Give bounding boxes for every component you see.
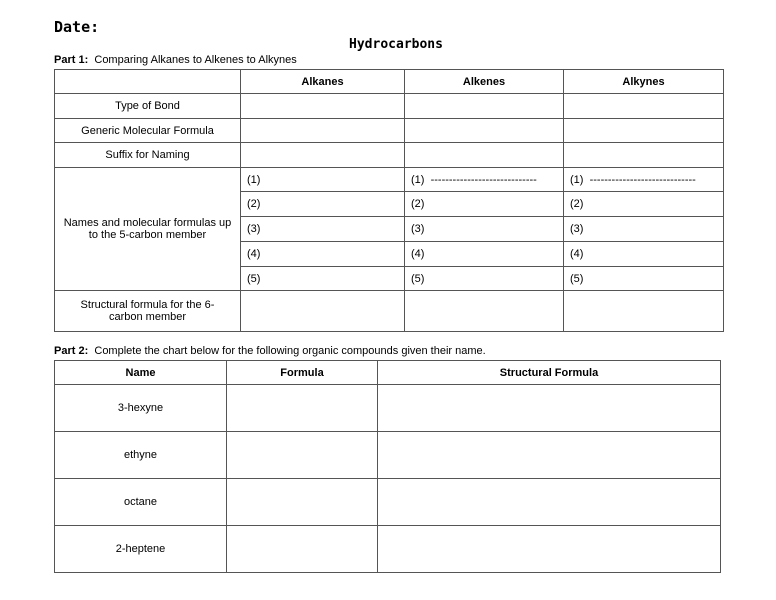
table-row	[55, 94, 724, 119]
structural-cell[interactable]	[378, 479, 721, 526]
row-label: Suffix for Naming	[55, 143, 241, 168]
answer-cell[interactable]: (3)	[564, 217, 724, 242]
header-structural-formula: Structural Formula	[378, 361, 721, 385]
row-label: Names and molecular formulas up to the 5-carbon member	[55, 168, 241, 291]
answer-cell[interactable]	[564, 291, 724, 332]
answer-cell[interactable]	[405, 291, 564, 332]
formula-cell[interactable]	[227, 432, 378, 479]
row-label: Structural formula for the 6-carbon member	[55, 291, 241, 332]
structural-cell[interactable]	[378, 526, 721, 573]
table-row	[55, 291, 724, 332]
answer-cell[interactable]	[564, 168, 724, 192]
answer-cell[interactable]: (2)	[241, 192, 405, 217]
answer-cell[interactable]: (2)	[405, 192, 564, 217]
table-row	[55, 119, 724, 143]
answer-cell[interactable]: (5)	[564, 267, 724, 291]
table-header-row	[55, 361, 721, 385]
answer-cell[interactable]	[241, 94, 405, 119]
part2-description: Complete the chart below for the following organic compounds given their name.	[94, 345, 486, 357]
formula-cell[interactable]	[227, 526, 378, 573]
answer-cell[interactable]	[564, 143, 724, 168]
answer-cell[interactable]	[405, 119, 564, 143]
part1-label: Part 1:	[54, 54, 89, 66]
answer-cell[interactable]: (3)	[241, 217, 405, 242]
structural-cell[interactable]	[378, 432, 721, 479]
item-number: (1)	[411, 173, 425, 186]
answer-cell[interactable]	[241, 143, 405, 168]
header-alkenes: Alkenes	[405, 70, 564, 94]
item-number: (1)	[570, 173, 584, 186]
part1-heading	[54, 54, 297, 66]
table-row	[55, 168, 724, 192]
header-formula: Formula	[227, 361, 378, 385]
structural-cell[interactable]	[378, 385, 721, 432]
answer-cell[interactable]: (5)	[405, 267, 564, 291]
row-label: Generic Molecular Formula	[55, 119, 241, 143]
compound-name: 2-heptene	[55, 526, 227, 573]
table-row	[55, 143, 724, 168]
answer-cell[interactable]	[564, 94, 724, 119]
formula-cell[interactable]	[227, 385, 378, 432]
answer-cell[interactable]	[405, 168, 564, 192]
item-number: (1)	[247, 173, 261, 186]
answer-cell[interactable]: (4)	[241, 242, 405, 267]
header-alkynes: Alkynes	[564, 70, 724, 94]
row-label: Type of Bond	[55, 94, 241, 119]
comparison-table	[54, 69, 724, 332]
compound-name: octane	[55, 479, 227, 526]
answer-cell[interactable]	[564, 119, 724, 143]
part2-label: Part 2:	[54, 345, 89, 357]
compounds-table	[54, 360, 721, 573]
table-row	[55, 526, 721, 573]
part1-description: Comparing Alkanes to Alkenes to Alkynes	[94, 54, 297, 66]
answer-cell[interactable]	[241, 119, 405, 143]
answer-cell[interactable]	[241, 291, 405, 332]
part2-heading	[54, 345, 486, 357]
dashes: -----------------------------	[589, 173, 696, 186]
answer-cell[interactable]: (4)	[564, 242, 724, 267]
answer-cell[interactable]	[405, 143, 564, 168]
answer-cell[interactable]: (3)	[405, 217, 564, 242]
table-row	[55, 385, 721, 432]
dashes: -----------------------------	[430, 173, 537, 186]
answer-cell[interactable]: (4)	[405, 242, 564, 267]
header-cell	[55, 70, 241, 94]
header-alkanes: Alkanes	[241, 70, 405, 94]
formula-cell[interactable]	[227, 479, 378, 526]
answer-cell[interactable]: (5)	[241, 267, 405, 291]
page-title: Hydrocarbons	[349, 37, 443, 52]
header-name: Name	[55, 361, 227, 385]
table-row	[55, 432, 721, 479]
answer-cell[interactable]	[241, 168, 405, 192]
compound-name: 3-hexyne	[55, 385, 227, 432]
table-header-row	[55, 70, 724, 94]
table-row	[55, 479, 721, 526]
date-label: Date:	[54, 18, 100, 36]
answer-cell[interactable]	[405, 94, 564, 119]
compound-name: ethyne	[55, 432, 227, 479]
answer-cell[interactable]: (2)	[564, 192, 724, 217]
